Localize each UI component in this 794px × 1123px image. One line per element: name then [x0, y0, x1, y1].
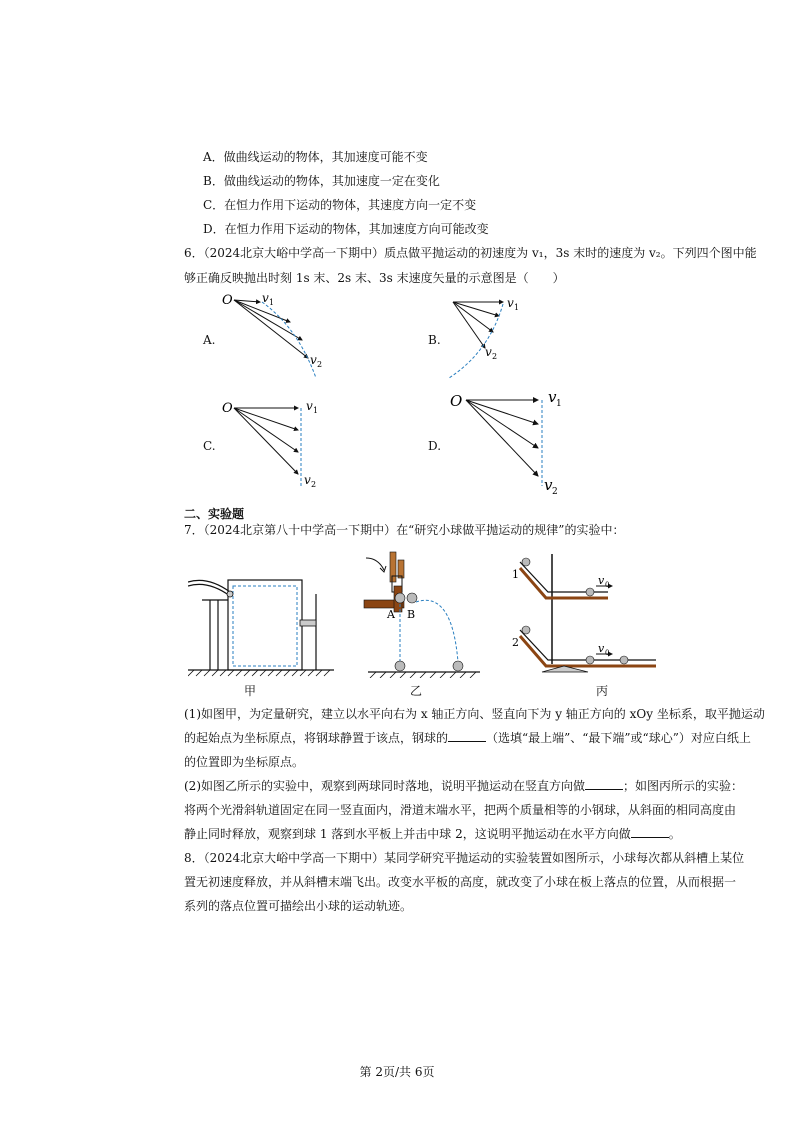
q7-p1-line3: 的位置即为坐标原点。 — [184, 755, 305, 769]
svg-text:v: v — [507, 296, 514, 310]
apparatus-figure-yi — [356, 546, 486, 678]
q8-line2: 置无初速度释放，并从斜槽末端飞出。改变水平板的高度，就改变了小球在板上落点的位置，从而根据一 — [184, 875, 737, 889]
svg-text:1: 1 — [313, 406, 319, 415]
caption-yi: 乙 — [410, 684, 423, 698]
track-label-2: 2 — [512, 636, 519, 649]
answer-blank-3[interactable] — [631, 826, 669, 838]
option-a: A．做曲线运动的物体，其加速度可能不变 — [203, 150, 428, 164]
svg-text:1: 1 — [514, 303, 520, 312]
track-label-1: 1 — [512, 568, 519, 581]
origin-label: O — [222, 293, 233, 308]
vector-diagram-a — [218, 288, 328, 380]
q6-line1: 6．（2024北京大峪中学高一下期中）质点做平抛运动的初速度为 v₁，3s 末时的速度为 v₂。下列四个图中能 — [184, 246, 757, 260]
svg-text:1: 1 — [269, 298, 275, 307]
apparatus-figure-jia — [188, 566, 336, 678]
vector-diagram-b — [445, 292, 530, 380]
caption-bing: 丙 — [596, 684, 609, 698]
q7-p1-line1: (1)如图甲，为定量研究，建立以水平向右为 x 轴正方向、竖直向下为 y 轴正方向的 xOy 坐标系，取平抛运动 — [184, 707, 765, 721]
svg-text:0: 0 — [605, 581, 610, 589]
q7-line1: 7．（2024北京第八十中学高一下期中）在“研究小球做平抛运动的规律”的实验中： — [184, 523, 625, 537]
q6-label-a: A. — [203, 333, 216, 347]
svg-text:v: v — [548, 388, 557, 406]
answer-blank-1[interactable] — [448, 730, 486, 742]
svg-text:O: O — [222, 401, 233, 416]
q6-label-d: D. — [428, 439, 442, 453]
q6-line2: 够正确反映抛出时刻 1s 末、2s 末、3s 末速度矢量的示意图是（ ） — [184, 271, 565, 285]
option-d: D．在恒力作用下运动的物体，其加速度方向可能改变 — [203, 222, 489, 236]
svg-text:v: v — [598, 574, 605, 587]
svg-text:O: O — [450, 392, 463, 410]
svg-text:2: 2 — [317, 360, 323, 369]
q6-label-b: B. — [428, 333, 441, 347]
svg-text:v: v — [544, 476, 553, 494]
q7-p1-line2: 的起始点为坐标原点，将钢球静置于该点，钢球的 （选填“最上端”、“最下端”或“球心”）对应白纸上 — [184, 731, 751, 745]
svg-text:2: 2 — [552, 487, 558, 497]
svg-text:v: v — [310, 353, 317, 367]
caption-jia: 甲 — [244, 684, 257, 698]
svg-text:v: v — [598, 642, 605, 655]
option-c: C．在恒力作用下运动的物体，其速度方向一定不变 — [203, 198, 477, 212]
ball-label-b: B — [407, 608, 416, 621]
svg-text:2: 2 — [492, 352, 498, 361]
svg-text:v: v — [485, 345, 492, 359]
option-b: B．做曲线运动的物体，其加速度一定在变化 — [203, 174, 440, 188]
answer-blank-2[interactable] — [585, 778, 623, 790]
apparatus-figure-bing — [508, 548, 660, 678]
svg-text:v: v — [306, 399, 313, 413]
q7-p2-line1: (2)如图乙所示的实验中，观察到两球同时落地，说明平抛运动在竖直方向做 ；如图丙所示的实验： — [184, 779, 744, 793]
page-footer: 第 2页/共 6页 — [359, 1065, 435, 1079]
q6-label-c: C. — [203, 439, 216, 453]
svg-text:v: v — [262, 291, 269, 305]
svg-text:v: v — [304, 473, 311, 487]
svg-text:2: 2 — [311, 480, 317, 489]
q8-line3: 系列的落点位置可描绘出小球的运动轨迹。 — [184, 899, 413, 913]
svg-text:1: 1 — [556, 399, 562, 409]
vector-diagram-c — [218, 396, 328, 492]
q8-line1: 8．（2024北京大峪中学高一下期中）某同学研究平抛运动的实验装置如图所示，小球每次都从斜槽上某位 — [184, 851, 745, 865]
vector-diagram-d — [446, 386, 566, 498]
q7-p2-line2: 将两个光滑斜轨道固定在同一竖直面内，滑道末端水平，把两个质量相等的小钢球，从斜面的相同高度由 — [184, 803, 737, 817]
ball-label-a: A — [387, 608, 395, 621]
svg-text:0: 0 — [605, 649, 610, 657]
q7-p2-line3: 静止同时释放，观察到球 1 落到水平板上并击中球 2，这说明平抛运动在水平方向做 。 — [184, 827, 681, 841]
section-heading: 二、实验题 — [184, 507, 245, 521]
